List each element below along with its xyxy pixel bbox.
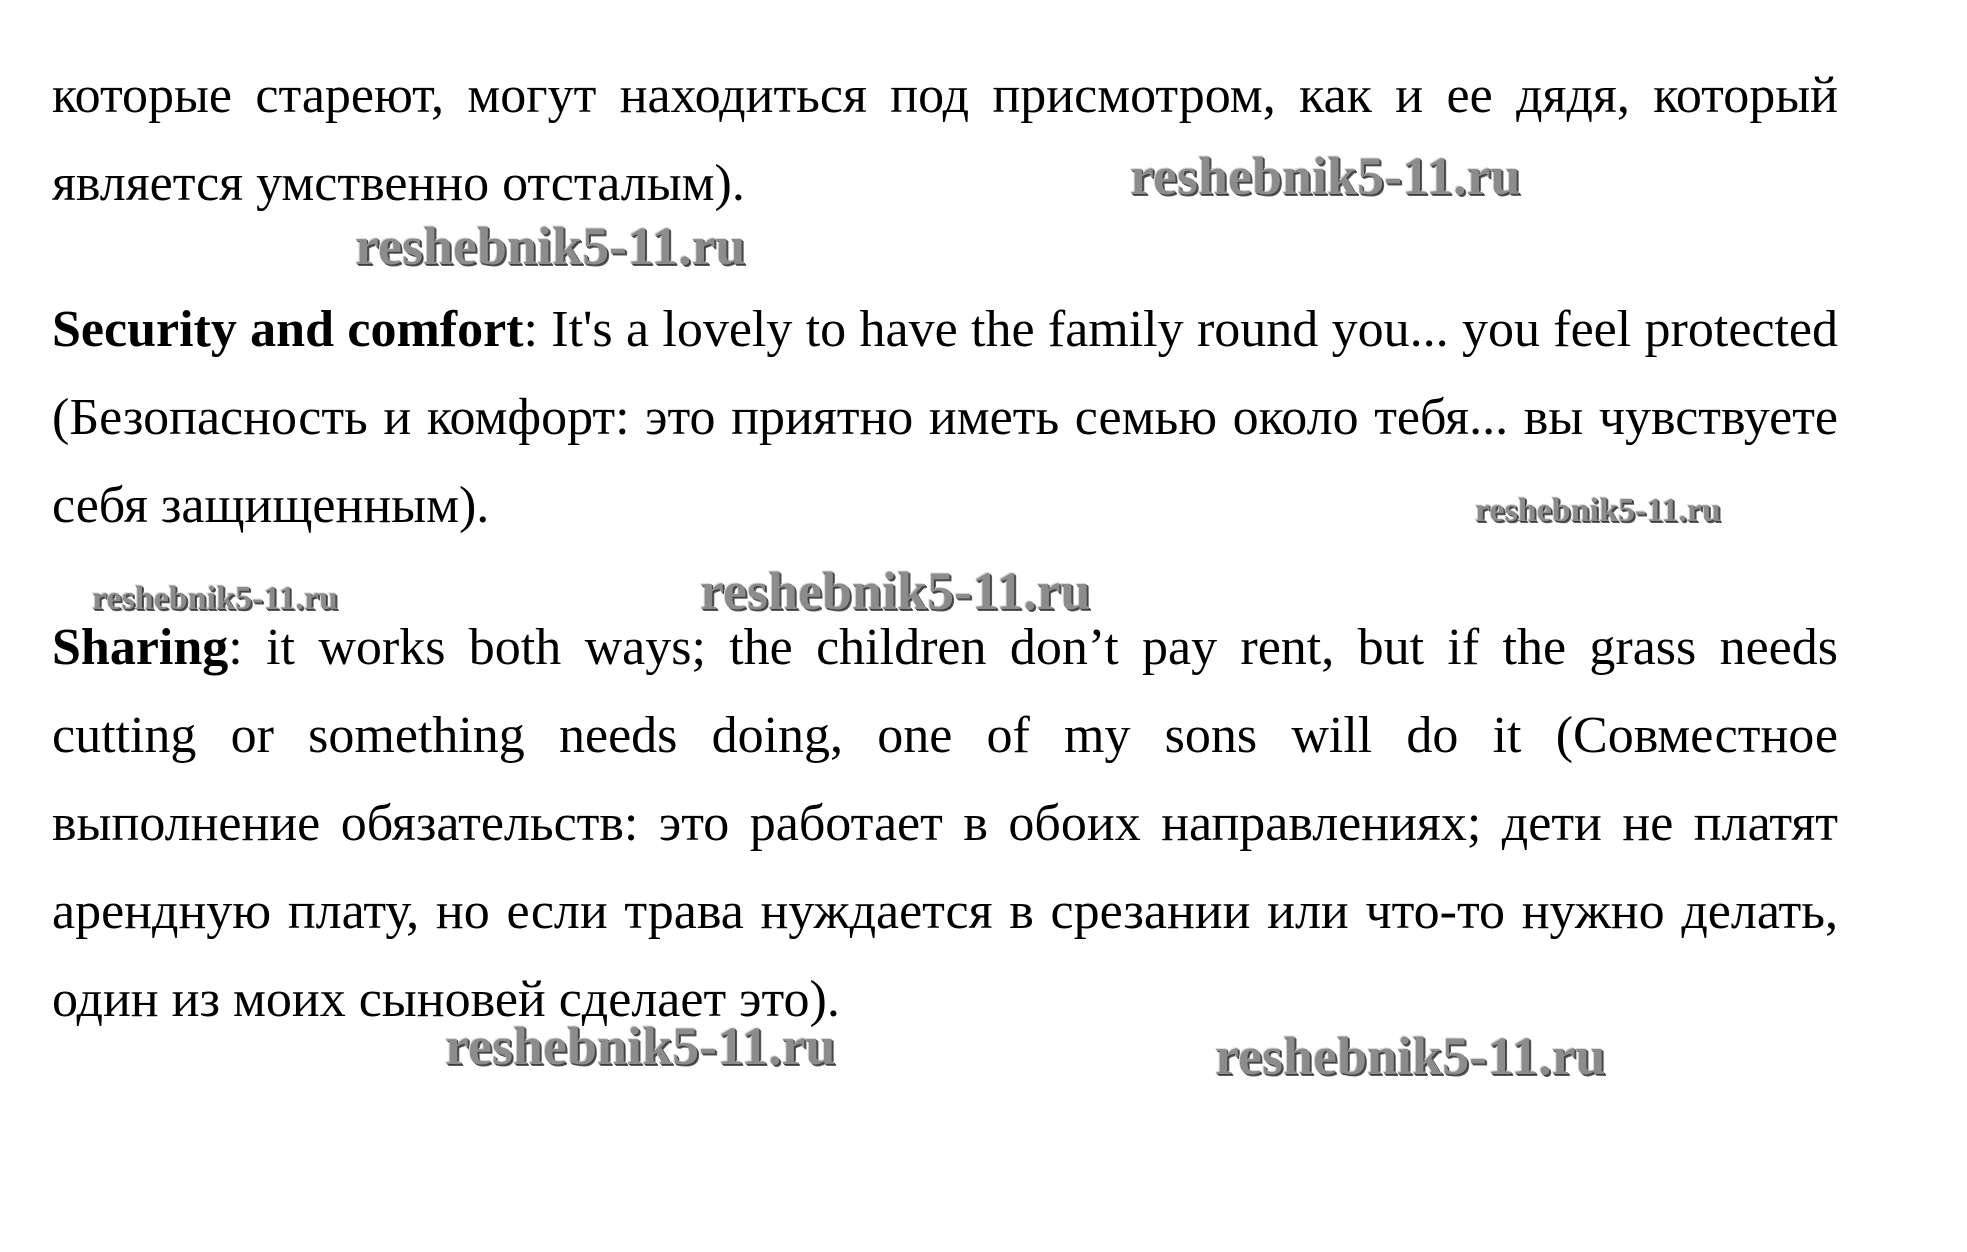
- watermark: reshebnik5-11.ru: [1475, 492, 1721, 529]
- watermark: reshebnik5-11.ru: [355, 216, 746, 276]
- paragraph-body: : It's a lovely to have the family round you... you feel protected (Безопасность и комфорт: это приятно иметь семью около тебя... вы чувствуете себя защищенным).: [52, 301, 1839, 534]
- paragraph-body: которые стареют, могут находиться под присмотром, как и ее дядя, который является умственно отсталым).: [52, 67, 1838, 212]
- paragraph-sharing: [52, 604, 1838, 1044]
- paragraph-body: : it works both ways; the children don’t pay rent, but if the grass needs cutting or something needs doing, one of my sons will do it (Совместное выполнение обязательств: это работает в обоих направлениях; дети не платят арендную плату, но если трава нуждается в срезании или что-то нужно делать, один из моих сыновей сделает это).: [52, 619, 1838, 1028]
- watermark: reshebnik5-11.ru: [700, 561, 1091, 621]
- paragraph-heading: Security and comfort: [52, 301, 524, 358]
- watermark: reshebnik5-11.ru: [445, 1016, 836, 1076]
- watermark: reshebnik5-11.ru: [1215, 1026, 1606, 1086]
- paragraph-elderly-care: [52, 52, 1838, 228]
- paragraph-heading: Sharing: [52, 619, 229, 676]
- watermark: reshebnik5-11.ru: [1130, 146, 1521, 206]
- watermark: reshebnik5-11.ru: [92, 580, 338, 617]
